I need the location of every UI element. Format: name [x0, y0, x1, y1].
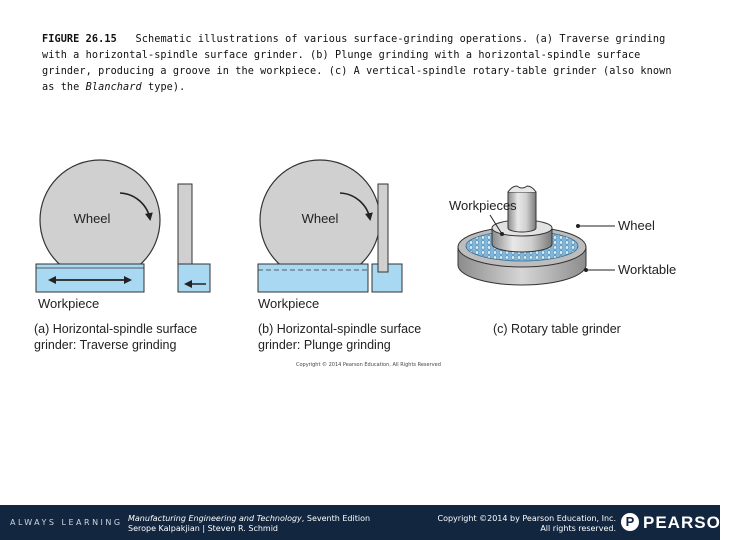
workpiece-label-b: Workpiece — [258, 296, 320, 311]
book-edition: , Seventh Edition — [301, 514, 371, 523]
caption-b-line1: (b) Horizontal-spindle surface — [258, 322, 422, 336]
caption-c: (c) Rotary table grinder — [493, 322, 621, 336]
pearson-brand: PEARSON — [643, 513, 734, 532]
pearson-logo-icon: P — [621, 513, 639, 531]
worktable-label: Worktable — [618, 262, 677, 277]
wheel-leader-dot — [576, 224, 580, 228]
book-authors: Serope Kalpakjian | Steven R. Schmid — [128, 524, 278, 533]
caption-b-line2: grinder: Plunge grinding — [258, 338, 391, 352]
caption-italic: Blanchard — [85, 82, 142, 93]
caption-a-line2: grinder: Traverse grinding — [34, 338, 177, 352]
diagram-c — [449, 186, 676, 336]
workpieces-label: Workpieces — [449, 198, 517, 213]
copyright-line2: All rights reserved. — [540, 524, 616, 533]
wheel-label-c: Wheel — [618, 218, 655, 233]
wheel-label-a: Wheel — [73, 211, 111, 226]
spindle-top — [508, 186, 536, 192]
workpieces-leader-dot — [500, 232, 504, 236]
wheel-label-b: Wheel — [301, 211, 339, 226]
book-title-line — [128, 514, 370, 524]
figure-label: FIGURE 26.15 — [42, 34, 117, 45]
book-info — [128, 514, 370, 534]
caption-text: Schematic illustrations of various surface-grinding operations. (a) Traverse grinding with a horizontal-spindle surface grinder. (b) Plunge grinding with a horizontal-spindle surface grinder, producing a groove in the workpiece. (c) A vertical-spindle rotary-table grinder (also known as the — [42, 34, 672, 93]
caption-a-line1: (a) Horizontal-spindle surface — [34, 322, 198, 336]
workpiece-end-view-a — [178, 264, 210, 292]
copyright-line1: Copyright ©2014 by Pearson Education, Inc. — [437, 514, 616, 523]
wheel-edge-view-b — [378, 184, 388, 282]
book-title: Manufacturing Engineering and Technology — [128, 514, 302, 523]
workpiece-label-a: Workpiece — [38, 296, 100, 311]
footer-copyright — [386, 514, 616, 534]
always-learning-tagline: ALWAYS LEARNING — [10, 518, 123, 527]
diagram-a — [34, 160, 210, 352]
workpiece-b — [258, 264, 368, 292]
caption-text-end: type). — [141, 82, 186, 93]
worktable-leader-dot — [584, 268, 588, 272]
figure-copyright: Copyright © 2014 Pearson Education, All Rights Reserved — [296, 362, 441, 368]
footer-bar — [0, 505, 734, 540]
diagram-b — [258, 160, 421, 352]
